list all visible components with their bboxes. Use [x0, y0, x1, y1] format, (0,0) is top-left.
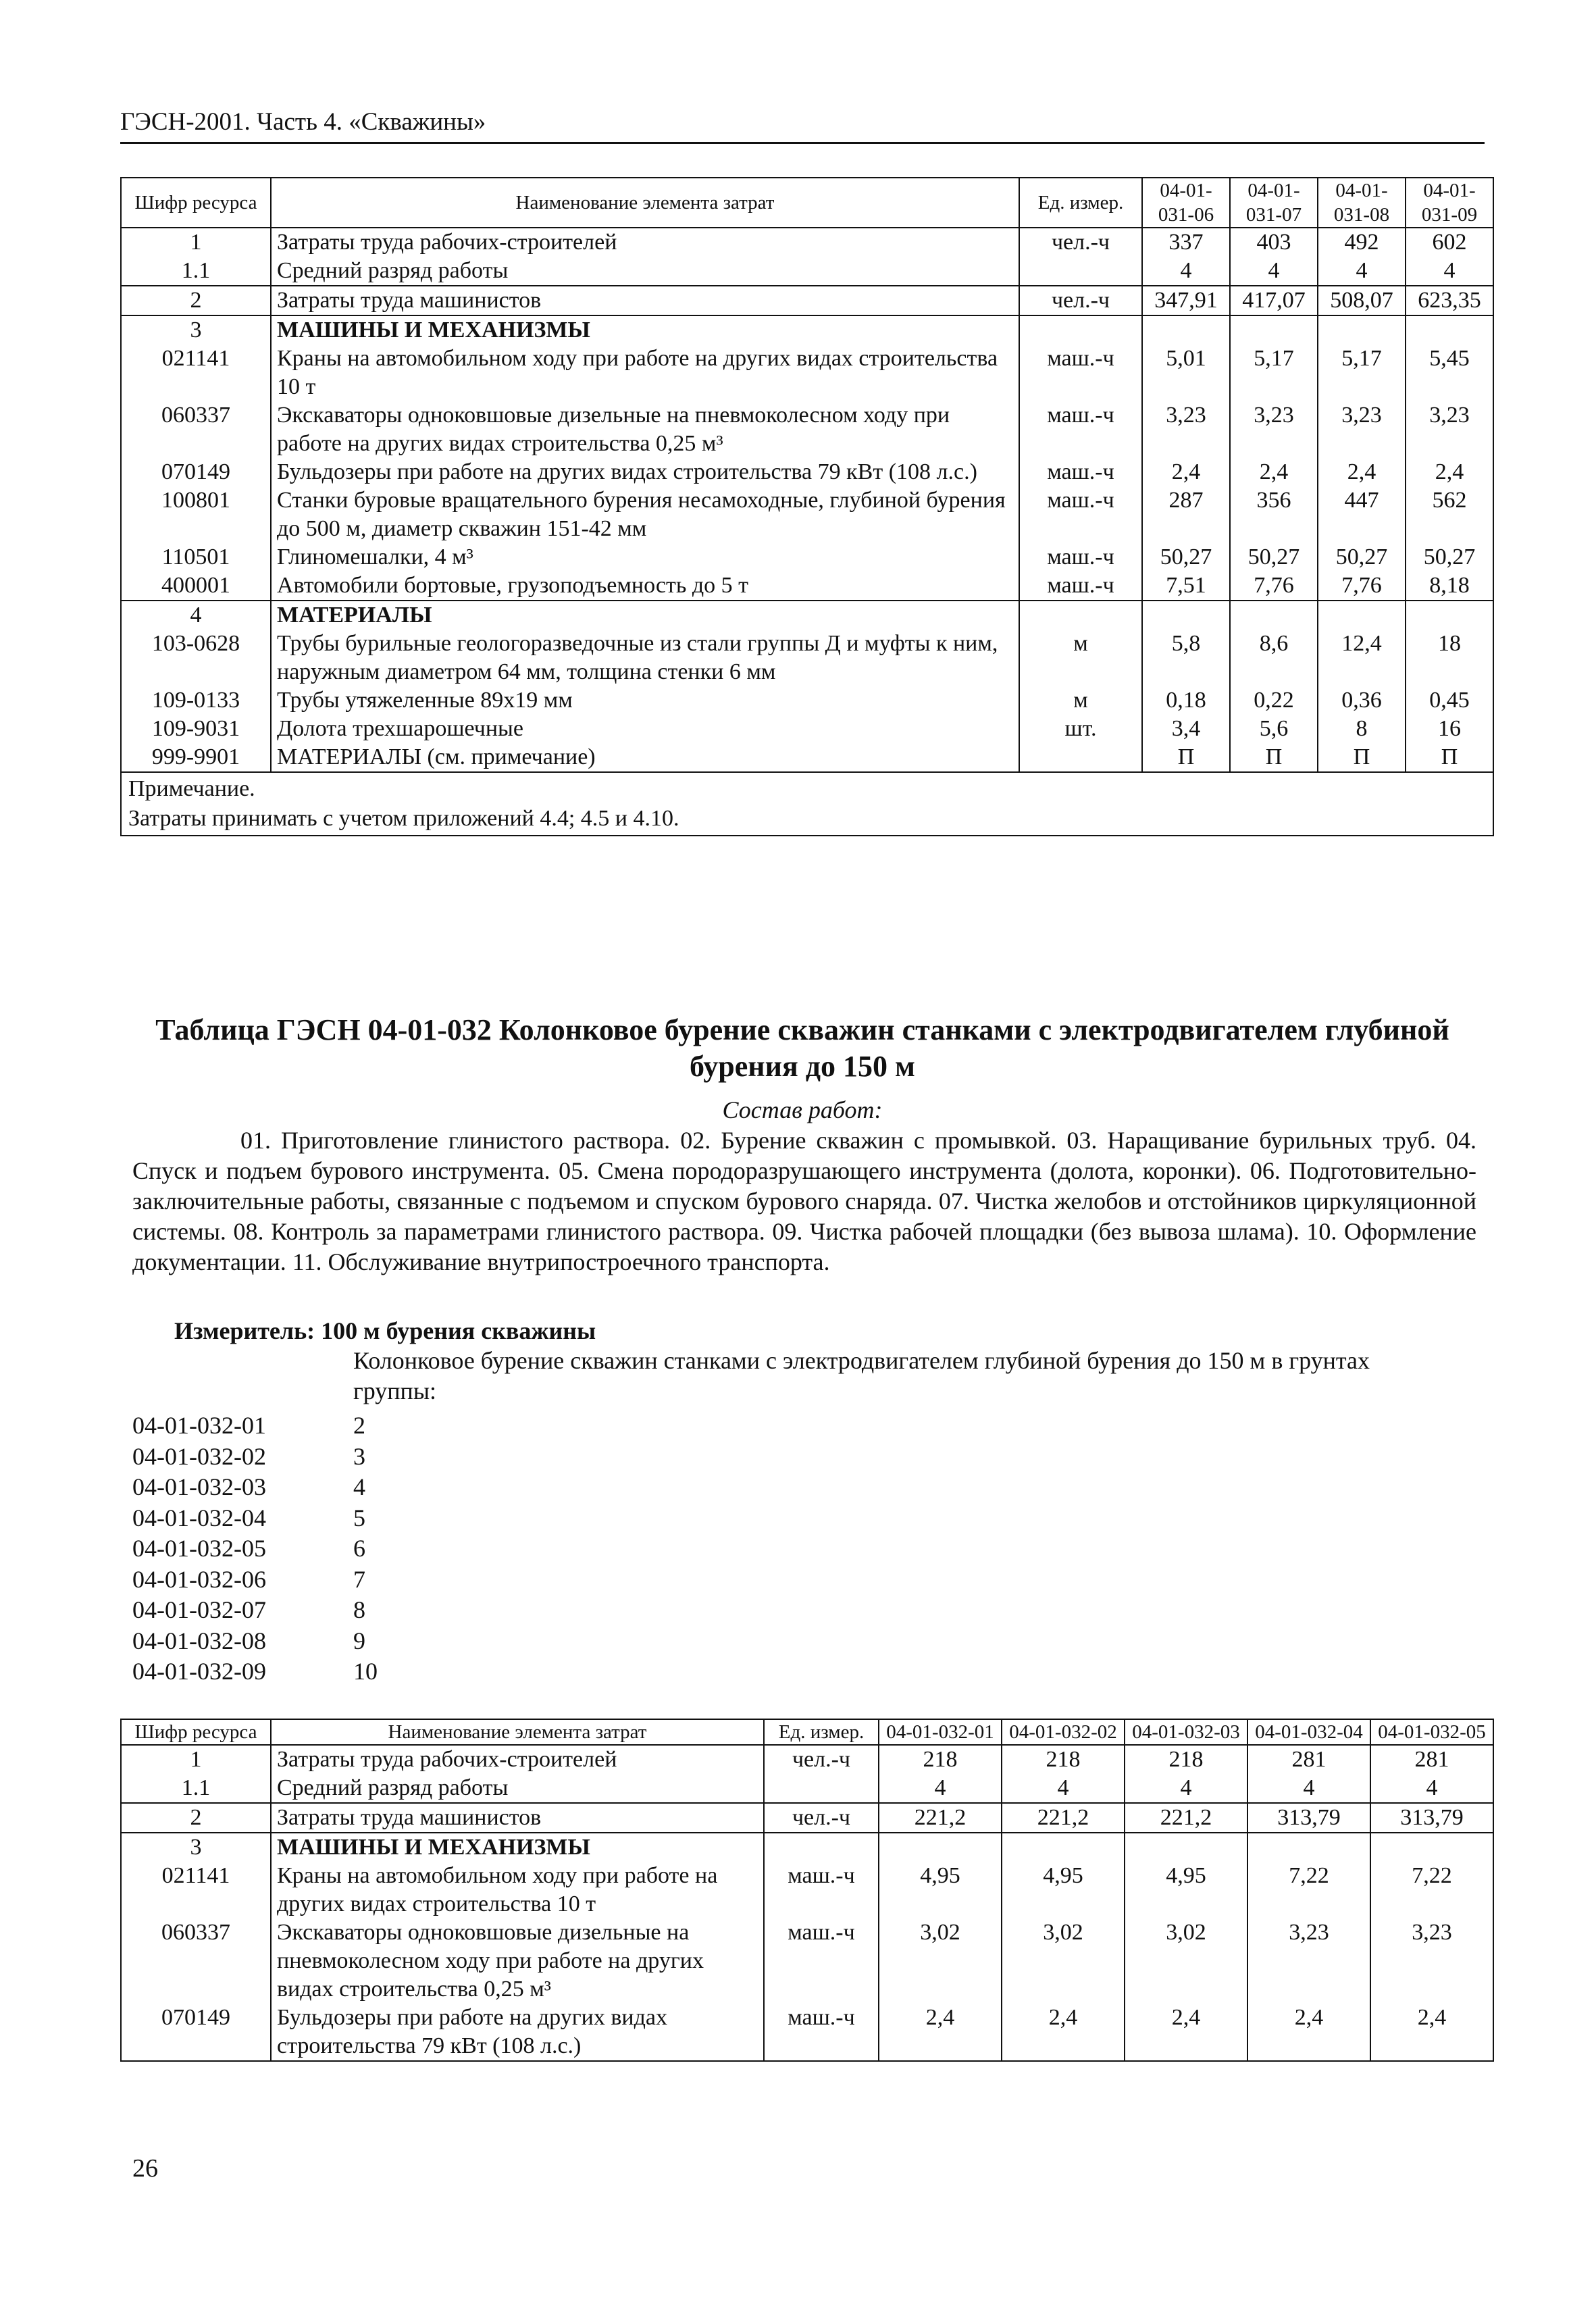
resource-value: 218: [1002, 1745, 1125, 1774]
resource-value: 4: [1406, 257, 1493, 286]
resource-value: 50,27: [1142, 543, 1230, 571]
resource-code: 109-9031: [121, 715, 271, 743]
resource-value: 5,8: [1142, 630, 1230, 686]
resource-value: 313,79: [1370, 1803, 1493, 1833]
resource-unit: м: [1019, 686, 1142, 715]
resource-name: Затраты труда рабочих-строителей: [271, 1745, 764, 1774]
header-col: 04-01-031-07: [1230, 178, 1318, 228]
table-row: [121, 571, 1493, 601]
section-title: Таблица ГЭСН 04-01-032 Колонковое бурение скважин станками с электродвигателем глубиной бурения до 150 м: [155, 1013, 1449, 1083]
header-name: Наименование элемента затрат: [271, 1719, 764, 1745]
resource-value: 562: [1406, 486, 1493, 543]
resource-value: [1142, 601, 1230, 630]
header-col: 04-01-031-09: [1406, 178, 1493, 228]
resource-unit: [1019, 743, 1142, 772]
resource-value: 8,6: [1230, 630, 1318, 686]
code-list-group: 10: [353, 1658, 378, 1685]
resource-value: 50,27: [1318, 543, 1406, 571]
resource-unit: маш.-ч: [1019, 486, 1142, 543]
resource-value: 2,4: [1247, 2004, 1370, 2061]
resource-name: МАТЕРИАЛЫ (см. примечание): [271, 743, 1019, 772]
resource-name: Долота трехшарошечные: [271, 715, 1019, 743]
code-list-item: [132, 1410, 378, 1442]
resource-value: 50,27: [1406, 543, 1493, 571]
resource-value: 4: [879, 1774, 1002, 1803]
resource-unit: маш.-ч: [1019, 345, 1142, 401]
resource-value: 18: [1406, 630, 1493, 686]
resource-code: 1.1: [121, 1774, 271, 1803]
resource-value: П: [1406, 743, 1493, 772]
page-header: ГЭСН-2001. Часть 4. «Скважины»: [120, 107, 1485, 144]
note-cell: [121, 772, 1493, 836]
resource-value: 623,35: [1406, 286, 1493, 315]
resource-value: 4: [1247, 1774, 1370, 1803]
code-list-group: 7: [353, 1565, 365, 1593]
header-col: 04-01-032-04: [1247, 1719, 1370, 1745]
resource-value: 5,01: [1142, 345, 1230, 401]
resource-value: 3,02: [879, 1918, 1002, 2004]
code-list-code: 04-01-032-07: [132, 1596, 266, 1623]
resource-value: 8: [1318, 715, 1406, 743]
page-number: 26: [132, 2154, 158, 2183]
resource-value: 7,51: [1142, 571, 1230, 601]
resource-value: [1142, 315, 1230, 345]
resource-name: Трубы утяжеленные 89х19 мм: [271, 686, 1019, 715]
resource-name: МАШИНЫ И МЕХАНИЗМЫ: [271, 315, 1019, 345]
resource-unit: маш.-ч: [1019, 543, 1142, 571]
resource-value: 5,6: [1230, 715, 1318, 743]
resource-value: 281: [1247, 1745, 1370, 1774]
resource-unit: [1019, 601, 1142, 630]
table-row: [121, 458, 1493, 486]
resource-value: [1406, 601, 1493, 630]
resource-unit: чел.-ч: [764, 1803, 879, 1833]
resource-table-2: [120, 1719, 1494, 2062]
resource-unit: маш.-ч: [1019, 571, 1142, 601]
table-row: [121, 228, 1493, 257]
resource-value: 12,4: [1318, 630, 1406, 686]
resource-value: 356: [1230, 486, 1318, 543]
resource-unit: чел.-ч: [1019, 286, 1142, 315]
resource-code: 2: [121, 286, 271, 315]
resource-value: 221,2: [1002, 1803, 1125, 1833]
resource-name: Бульдозеры при работе на других видах строительства 79 кВт (108 л.с.): [271, 2004, 764, 2061]
resource-name: Средний разряд работы: [271, 1774, 764, 1803]
note-row: [121, 772, 1493, 836]
resource-value: 3,23: [1142, 401, 1230, 458]
resource-unit: чел.-ч: [764, 1745, 879, 1774]
resource-value: 287: [1142, 486, 1230, 543]
resource-value: [1318, 315, 1406, 345]
resource-value: [1002, 1833, 1125, 1862]
table-row: [121, 715, 1493, 743]
resource-value: 4: [1318, 257, 1406, 286]
resource-value: 2,4: [1142, 458, 1230, 486]
resource-value: 50,27: [1230, 543, 1318, 571]
resource-name: Станки буровые вращательного бурения несамоходные, глубиной бурения до 500 м, диаметр скважин 151-42 мм: [271, 486, 1019, 543]
resource-value: 0,45: [1406, 686, 1493, 715]
resource-code: 021141: [121, 1862, 271, 1918]
resource-code: 400001: [121, 571, 271, 601]
table-row: [121, 1862, 1493, 1918]
header-unit: Ед. измер.: [1019, 178, 1142, 228]
composition-text: 01. Приготовление глинистого раствора. 02. Бурение скважин с промывкой. 03. Наращивание бурильных труб. 04. Спуск и подъем бурового инструмента. 05. Смена породоразрушающего инструмента (долота, коронки). 06. Подготовительно-заключительные работы, связанные с подъемом и спуском бурового снаряда. 07. Чистка желобов и отстойников циркуляционной системы. 08. Контроль за параметрами глинистого раствора. 09. Чистка рабочей площадки (без вывоза шлама). 10. Оформление документации. 11. Обслуживание внутрипостроечного транспорта.: [132, 1127, 1476, 1275]
resource-value: 337: [1142, 228, 1230, 257]
note-label: Примечание.: [128, 776, 255, 801]
resource-value: 492: [1318, 228, 1406, 257]
resource-value: 5,17: [1230, 345, 1318, 401]
resource-value: 5,17: [1318, 345, 1406, 401]
resource-code: 070149: [121, 2004, 271, 2061]
resource-value: 4: [1125, 1774, 1247, 1803]
code-list-item: [132, 1656, 378, 1687]
resource-code: 3: [121, 315, 271, 345]
resource-value: 2,4: [1002, 2004, 1125, 2061]
resource-unit: чел.-ч: [1019, 228, 1142, 257]
resource-value: 2,4: [1318, 458, 1406, 486]
code-list-group: 2: [353, 1412, 365, 1439]
table-row: [121, 1745, 1493, 1774]
code-list-group: 5: [353, 1504, 365, 1531]
code-list: [132, 1410, 378, 1687]
resource-name: Экскаваторы одноковшовые дизельные на пневмоколесном ходу при работе на других видах строительства 0,25 м³: [271, 401, 1019, 458]
resource-code: 109-0133: [121, 686, 271, 715]
resource-value: 447: [1318, 486, 1406, 543]
resource-unit: маш.-ч: [764, 1918, 879, 2004]
resource-value: 508,07: [1318, 286, 1406, 315]
resource-value: 4: [1230, 257, 1318, 286]
resource-unit: шт.: [1019, 715, 1142, 743]
resource-value: 0,18: [1142, 686, 1230, 715]
resource-value: [1318, 601, 1406, 630]
code-list-item: [132, 1472, 378, 1503]
resource-name: Краны на автомобильном ходу при работе на других видах строительства 10 т: [271, 1862, 764, 1918]
resource-name: Затраты труда машинистов: [271, 286, 1019, 315]
table-header-row: [121, 178, 1493, 228]
table-row: [121, 401, 1493, 458]
table-row: [121, 345, 1493, 401]
code-list-group: 8: [353, 1596, 365, 1623]
code-list-code: 04-01-032-06: [132, 1565, 266, 1593]
code-list-code: 04-01-032-05: [132, 1535, 266, 1562]
table-header-row: [121, 1719, 1493, 1745]
table-row: [121, 743, 1493, 772]
resource-value: 7,76: [1318, 571, 1406, 601]
resource-value: [879, 1833, 1002, 1862]
resource-name: Средний разряд работы: [271, 257, 1019, 286]
resource-unit: маш.-ч: [764, 1862, 879, 1918]
resource-value: 7,22: [1247, 1862, 1370, 1918]
resource-value: [1230, 601, 1318, 630]
resource-value: 7,76: [1230, 571, 1318, 601]
header-name: Наименование элемента затрат: [271, 178, 1019, 228]
resource-value: [1247, 1833, 1370, 1862]
code-list-group: 6: [353, 1535, 365, 1562]
table-row: [121, 1774, 1493, 1803]
table-row: [121, 2004, 1493, 2061]
resource-table-1: [120, 177, 1494, 836]
resource-name: Экскаваторы одноковшовые дизельные на пневмоколесном ходу при работе на других видах строительства 0,25 м³: [271, 1918, 764, 2004]
resource-value: П: [1230, 743, 1318, 772]
resource-name: Автомобили бортовые, грузоподъемность до 5 т: [271, 571, 1019, 601]
resource-name: Затраты труда машинистов: [271, 1803, 764, 1833]
resource-value: 2,4: [1406, 458, 1493, 486]
table-row: [121, 486, 1493, 543]
code-list-item: [132, 1533, 378, 1565]
resource-value: 602: [1406, 228, 1493, 257]
resource-value: 2,4: [879, 2004, 1002, 2061]
resource-value: 3,23: [1406, 401, 1493, 458]
meter-description: Колонковое бурение скважин станками с электродвигателем глубиной бурения до 150 м в грунтах группы:: [353, 1347, 1370, 1404]
resource-name: МАТЕРИАЛЫ: [271, 601, 1019, 630]
resource-value: П: [1318, 743, 1406, 772]
resource-value: [1370, 1833, 1493, 1862]
resource-value: 4,95: [1002, 1862, 1125, 1918]
resource-value: 218: [1125, 1745, 1247, 1774]
resource-name: Глиномешалки, 4 м³: [271, 543, 1019, 571]
resource-code: 1.1: [121, 257, 271, 286]
code-list-item: [132, 1595, 378, 1626]
header-col: 04-01-031-06: [1142, 178, 1230, 228]
header-code: Шифр ресурса: [121, 1719, 271, 1745]
code-list-code: 04-01-032-01: [132, 1412, 266, 1439]
code-list-code: 04-01-032-02: [132, 1442, 266, 1470]
code-list-code: 04-01-032-09: [132, 1658, 266, 1685]
resource-value: 221,2: [879, 1803, 1002, 1833]
resource-value: 3,23: [1247, 1918, 1370, 2004]
code-list-group: 9: [353, 1627, 365, 1654]
resource-code: 4: [121, 601, 271, 630]
header-col: 04-01-031-08: [1318, 178, 1406, 228]
code-list-group: 3: [353, 1442, 365, 1470]
table-row: [121, 286, 1493, 315]
header-col: 04-01-032-03: [1125, 1719, 1247, 1745]
resource-value: 8,18: [1406, 571, 1493, 601]
code-list-code: 04-01-032-04: [132, 1504, 266, 1531]
resource-unit: маш.-ч: [1019, 401, 1142, 458]
resource-value: 3,4: [1142, 715, 1230, 743]
table-row: [121, 257, 1493, 286]
resource-value: 218: [879, 1745, 1002, 1774]
resource-code: 1: [121, 1745, 271, 1774]
header-code: Шифр ресурса: [121, 178, 271, 228]
resource-unit: маш.-ч: [1019, 458, 1142, 486]
table-row: [121, 686, 1493, 715]
resource-unit: [1019, 257, 1142, 286]
table-row: [121, 1918, 1493, 2004]
section-row: [121, 1833, 1493, 1862]
resource-code: 021141: [121, 345, 271, 401]
resource-code: 103-0628: [121, 630, 271, 686]
resource-unit: [764, 1833, 879, 1862]
resource-code: 3: [121, 1833, 271, 1862]
resource-value: 3,23: [1370, 1918, 1493, 2004]
resource-value: 2,4: [1125, 2004, 1247, 2061]
table-row: [121, 1803, 1493, 1833]
section-row: [121, 315, 1493, 345]
code-list-item: [132, 1442, 378, 1473]
resource-value: 0,22: [1230, 686, 1318, 715]
resource-value: 403: [1230, 228, 1318, 257]
resource-value: 0,36: [1318, 686, 1406, 715]
resource-value: 313,79: [1247, 1803, 1370, 1833]
resource-code: 999-9901: [121, 743, 271, 772]
resource-name: Трубы бурильные геологоразведочные из стали группы Д и муфты к ним, наружным диаметром 64 мм, толщина стенки 6 мм: [271, 630, 1019, 686]
resource-value: 7,22: [1370, 1862, 1493, 1918]
resource-value: 2,4: [1370, 2004, 1493, 2061]
header-col: 04-01-032-01: [879, 1719, 1002, 1745]
code-list-group: 4: [353, 1473, 365, 1500]
resource-value: 4,95: [1125, 1862, 1247, 1918]
code-list-item: [132, 1626, 378, 1657]
table-row: [121, 630, 1493, 686]
resource-unit: [1019, 315, 1142, 345]
resource-value: 2,4: [1230, 458, 1318, 486]
resource-value: [1230, 315, 1318, 345]
code-list-item: [132, 1565, 378, 1596]
resource-unit: [764, 1774, 879, 1803]
resource-code: 1: [121, 228, 271, 257]
resource-value: 417,07: [1230, 286, 1318, 315]
resource-value: 347,91: [1142, 286, 1230, 315]
table-row: [121, 543, 1493, 571]
resource-value: 4,95: [879, 1862, 1002, 1918]
composition-label: Состав работ:: [722, 1096, 883, 1123]
resource-value: 3,23: [1230, 401, 1318, 458]
resource-code: 2: [121, 1803, 271, 1833]
resource-unit: маш.-ч: [764, 2004, 879, 2061]
resource-name: Бульдозеры при работе на других видах строительства 79 кВт (108 л.с.): [271, 458, 1019, 486]
resource-name: Затраты труда рабочих-строителей: [271, 228, 1019, 257]
resource-value: 3,02: [1125, 1918, 1247, 2004]
code-list-code: 04-01-032-08: [132, 1627, 266, 1654]
code-list-code: 04-01-032-03: [132, 1473, 266, 1500]
resource-unit: м: [1019, 630, 1142, 686]
resource-value: 221,2: [1125, 1803, 1247, 1833]
resource-code: 070149: [121, 458, 271, 486]
meter: Измеритель: 100 м бурения скважины: [174, 1317, 596, 1344]
resource-value: П: [1142, 743, 1230, 772]
header-col: 04-01-032-02: [1002, 1719, 1125, 1745]
resource-value: 281: [1370, 1745, 1493, 1774]
resource-value: 3,23: [1318, 401, 1406, 458]
section-row: [121, 601, 1493, 630]
resource-name: МАШИНЫ И МЕХАНИЗМЫ: [271, 1833, 764, 1862]
header-unit: Ед. измер.: [764, 1719, 879, 1745]
resource-value: 4: [1002, 1774, 1125, 1803]
resource-value: 4: [1142, 257, 1230, 286]
resource-value: 5,45: [1406, 345, 1493, 401]
code-list-item: [132, 1503, 378, 1534]
resource-value: 16: [1406, 715, 1493, 743]
resource-code: 060337: [121, 1918, 271, 2004]
resource-name: Краны на автомобильном ходу при работе на других видах строительства 10 т: [271, 345, 1019, 401]
resource-value: [1125, 1833, 1247, 1862]
resource-code: 060337: [121, 401, 271, 458]
resource-value: [1406, 315, 1493, 345]
header-col: 04-01-032-05: [1370, 1719, 1493, 1745]
resource-code: 110501: [121, 543, 271, 571]
note-text: Затраты принимать с учетом приложений 4.4; 4.5 и 4.10.: [128, 806, 679, 831]
resource-value: 4: [1370, 1774, 1493, 1803]
resource-code: 100801: [121, 486, 271, 543]
resource-value: 3,02: [1002, 1918, 1125, 2004]
